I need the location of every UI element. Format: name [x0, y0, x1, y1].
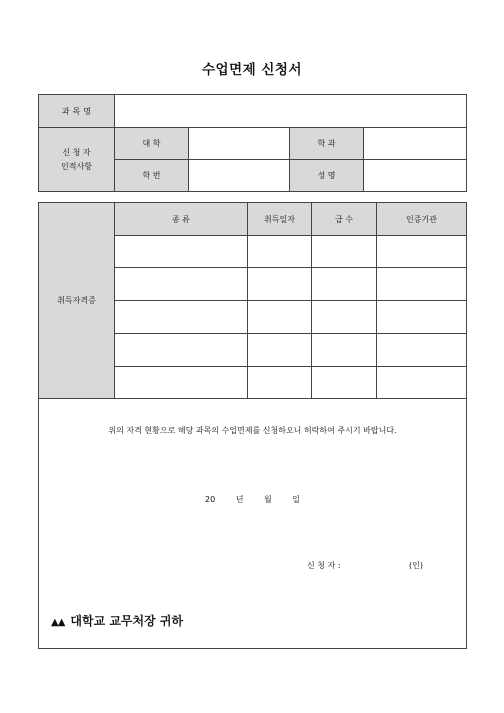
cert-issuer-cell[interactable]: [377, 236, 467, 268]
cert-type-cell[interactable]: [115, 334, 248, 367]
cert-date-cell[interactable]: [248, 268, 312, 301]
triangle-icon: ▲▲: [51, 617, 65, 628]
addressee: [51, 612, 183, 629]
date-year: 년: [235, 495, 244, 504]
declaration-text: 위의 자격 현황으로 해당 과목의 수업면제를 신청하오니 허락하여 주시기 바랍니다.: [108, 426, 397, 435]
cert-type-cell[interactable]: [115, 301, 248, 334]
applicant-label-line1: 신 청 자: [62, 147, 91, 157]
cert-type-cell[interactable]: [115, 236, 248, 268]
cert-issuer-cell[interactable]: [377, 334, 467, 367]
cert-type-cell[interactable]: [115, 367, 248, 399]
cert-type-cell[interactable]: [115, 268, 248, 301]
document-title: 수업면제 신청서: [202, 62, 302, 78]
cert-issuer-cell[interactable]: [377, 301, 467, 334]
date-month: 월: [264, 495, 272, 504]
university-field[interactable]: [189, 128, 290, 160]
declaration-area: [39, 399, 467, 649]
header-type: 종 류: [115, 203, 248, 236]
cert-issuer-cell[interactable]: [377, 268, 467, 301]
date-day: 일: [292, 495, 301, 504]
applicant-info-table: [38, 94, 467, 192]
name-label: 성 명: [290, 160, 364, 192]
course-name-field[interactable]: [115, 95, 467, 128]
seal-mark: (인): [409, 561, 423, 570]
applicant-label-line2: 인적사항: [61, 161, 92, 171]
cert-date-cell[interactable]: [248, 367, 312, 399]
certificate-table: [38, 202, 467, 649]
date-prefix: 20: [204, 495, 216, 504]
applicant-signature-label: 신 청 자 :: [307, 561, 341, 570]
course-name-label: 과 목 명: [39, 95, 115, 128]
department-label: 학 과: [290, 128, 364, 160]
cert-grade-cell[interactable]: [312, 236, 377, 268]
certificate-row-label: 취득자격증: [39, 203, 115, 399]
header-issuer: 인증기관: [377, 203, 467, 236]
cert-date-cell[interactable]: [248, 334, 312, 367]
cert-grade-cell[interactable]: [312, 334, 377, 367]
university-label: 대 학: [115, 128, 189, 160]
cert-grade-cell[interactable]: [312, 268, 377, 301]
cert-date-cell[interactable]: [248, 301, 312, 334]
name-field[interactable]: [364, 160, 467, 192]
cert-date-cell[interactable]: [248, 236, 312, 268]
cert-issuer-cell[interactable]: [377, 367, 467, 399]
cert-grade-cell[interactable]: [312, 367, 377, 399]
header-grade: 급 수: [312, 203, 377, 236]
student-number-label: 학 번: [115, 160, 189, 192]
student-number-field[interactable]: [189, 160, 290, 192]
department-field[interactable]: [364, 128, 467, 160]
cert-grade-cell[interactable]: [312, 301, 377, 334]
applicant-info-label: [39, 128, 115, 192]
date-line: [39, 494, 466, 505]
addressee-text: 대학교 교무처장 귀하: [70, 614, 184, 628]
header-acquired-date: 취득일자: [248, 203, 312, 236]
